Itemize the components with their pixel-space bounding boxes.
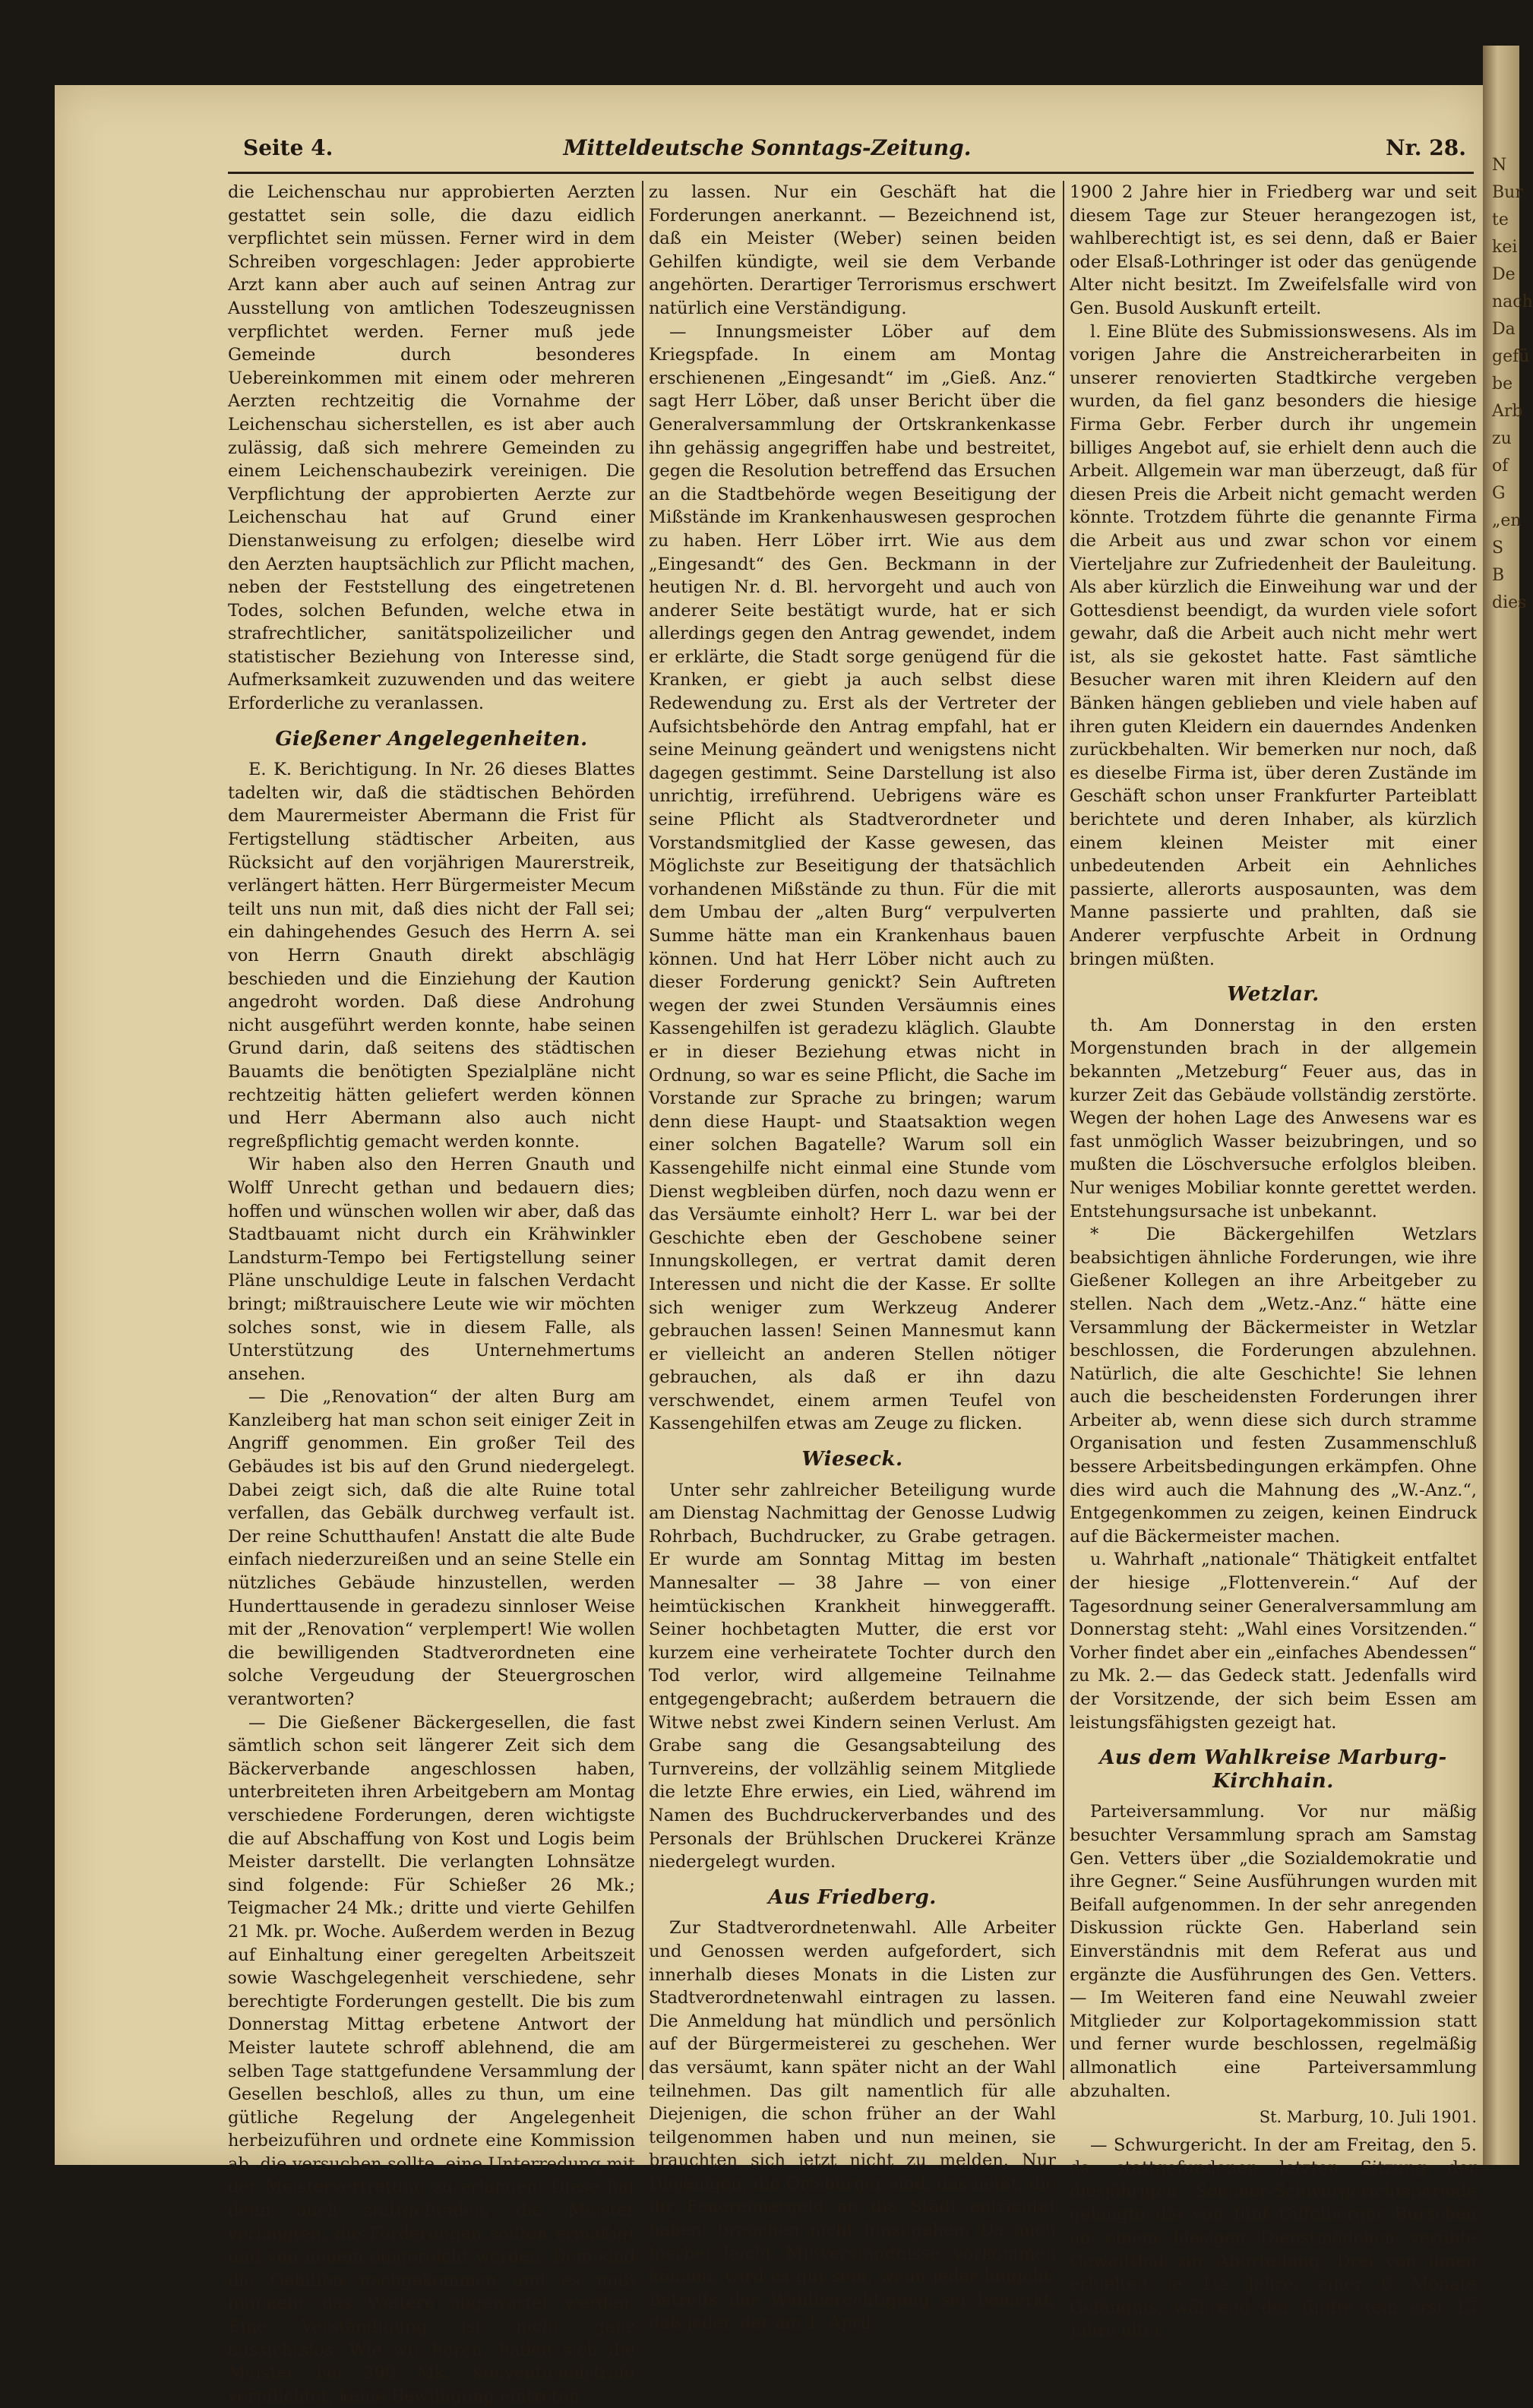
- column-divider: [642, 181, 643, 2080]
- section-heading: Aus dem Wahlkreise Marburg-Kirchhain.: [1099, 1746, 1447, 1793]
- section-heading: Wetzlar.: [1227, 983, 1320, 1006]
- article-paragraph: th. Am Donnerstag in den ersten Morgenstunden brach in der allgemein bekannten „Metzeburg“ Feuer aus, das in kurzer Zeit das Gebäude vollständig zerstörte. Wegen der hohen Lage des Anwesens war es fast unmöglich Wasser beizubringen, und so mußten die Löschversuche erfolglos bleiben. Nur weniges Mobiliar konnte gerettet werden. Entstehungsursache ist unbekannt.: [1070, 1015, 1477, 1221]
- column-divider: [1063, 181, 1064, 2080]
- article-paragraph: Parteiversammlung. Vor nur mäßig besuchter Versammlung sprach am Samstag Gen. Vetters über „die Sozialdemokratie und ihre Gegner.“ Seine Ausführungen wurden mit Beifall aufgenommen. In der sehr anregenden Diskussion rückte Gen. Haberland sein Einverständnis mit dem Referat aus und ergänzte die Ausführungen des Gen. Vetters. — Im Weiteren fand eine Neuwahl zweier Mitglieder zur Kolportagekommission statt und ferner wurde beschlossen, regelmäßig allmonatlich eine Parteiversammlung abzuhalten.: [1070, 1802, 1477, 2101]
- section-heading: Gießener Angelegenheiten.: [275, 727, 588, 751]
- section-heading: Wieseck.: [801, 1448, 903, 1471]
- section-heading: Aus Friedberg.: [768, 1885, 937, 1909]
- article-paragraph: zu lassen. Nur ein Geschäft hat die Forderungen anerkannt. — Bezeichnend ist, daß ein Meister (Weber) seinen beiden Gehilfen kündigte, weil sie dem Verbande angehörten. Derartiger Terrorismus erschwert natürlich eine Verständigung.: [649, 182, 1056, 318]
- column-3: [1070, 181, 1477, 2341]
- issue-number: Nr. 28.: [1386, 135, 1466, 160]
- article-paragraph: Wir haben also den Herren Gnauth und Wolff Unrecht gethan und bedauern dies; hoffen und wünschen wollen wir aber, daß das Stadtbauamt nicht durch ein Krähwinkler Landsturm-Tempo bei Fertigstellung seiner Pläne unschuldige Leute in falschen Verdacht bringt; mißtrauischere Leute wie wir möchten solches sonst, wie in diesem Falle, als Unterstützung des Unternehmertums ansehen.: [228, 1155, 635, 1384]
- article-paragraph: * Die Bäckergehilfen Wetzlars beabsichtigen ähnliche Forderungen, wie ihre Gießener Kollegen an ihre Arbeitgeber zu stellen. Nach dem „Wetz.-Anz.“ hätte eine Versammlung der Bäckermeister in Wetzlar beschlossen, die Forderungen abzulehnen. Natürlich, die alte Geschichte! Sie lehnen auch die bescheidensten Forderungen ihrer Arbeiter ab, wenn diese sich durch stramme Organisation und festen Zusammenschluß bessere Arbeitsbedingungen erkämpfen. Ohne dies wird auch die Mahnung des „W.-Anz.“, Entgegenkommen zu zeigen, keinen Eindruck auf die Bäckermeister machen.: [1070, 1225, 1477, 1547]
- column-1: [228, 181, 635, 2406]
- column-2: [649, 181, 1056, 2334]
- dateline-signature: St. Marburg, 10. Juli 1901.: [1259, 2108, 1477, 2127]
- header-rule: [228, 172, 1474, 174]
- page-header: [68, 135, 1466, 169]
- article-paragraph: — Schwurgericht. In der am Freitag, den 5. ds. stattgefundenen letzten Sitzung der diesjährigen Sommer-Schwurgerichtsperiode gelangte die von fünf Giffelberger Burschen an einem hiesigen Dienstmädchen verübte Gewaltthat zur Aburteilung. Drei von ihnen erhielten je 1½ Jahre, einer 6 Monate Gefängnis, während der fünfte (ein erst 15 Jahre alter: [1070, 2135, 1477, 2341]
- article-paragraph: l. Eine Blüte des Submissionswesens. Als im vorigen Jahre die Anstreicherarbeiten in unserer renovierten Stadtkirche vergeben wurden, da fiel ganz besonders die hiesige Firma Gebr. Ferber durch ihr ungemein billiges Angebot auf, sie erhielt denn auch die Arbeit. Allgemein war man überzeugt, daß für diesen Preis die Arbeit nicht gemacht werden könnte. Trotzdem führte die genannte Firma die Arbeit aus und zwar schon vor einem Vierteljahre zur Zufriedenheit der Bauleitung. Als aber kürzlich die Einweihung war und der Gottesdienst beendigt, da wurden viele sofort gewahr, daß die Arbeit auch nicht mehr wert ist, als sie gekostet hatte. Fast sämtliche Besucher waren mit ihren Kleidern auf den Bänken hängen geblieben und viele haben auf ihren guten Kleidern ein dauerndes Andenken zurückbehalten. Wir bemerken nur noch, daß es dieselbe Firma ist, über deren Zustände im Geschäft schon unser Frankfurter Parteiblatt berichtete und deren Inhaber, als kürzlich einem kleinen Meister mit einer unbedeutenden Arbeit ein Aehnliches passierte, allerorts ausposaunten, was dem Manne passierte und prahlten, daß sie Anderer verpfuschte Arbeit in Ordnung bringen müßten.: [1070, 321, 1477, 969]
- page-number: Seite 4.: [243, 135, 333, 160]
- article-paragraph: 1900 2 Jahre hier in Friedberg war und seit diesem Tage zur Steuer herangezogen ist, wahlberechtigt ist, es sei denn, daß er Baier oder Elsaß-Lothringer ist oder das genügende Alter nicht besitzt. Im Zweifelsfalle wird von Gen. Busold Auskunft erteilt.: [1070, 182, 1477, 318]
- article-paragraph: — Innungsmeister Löber auf dem Kriegspfade. In einem am Montag erschienenen „Eingesandt“ im „Gieß. Anz.“ sagt Herr Löber, daß unser Bericht über die Generalversammlung der Ortskrankenkasse ihn gehässig angegriffen habe und bestreitet, gegen die Resolution betreffend das Ersuchen an die Stadtbehörde wegen Beseitigung der Mißstände im Krankenhauswesen gesprochen zu haben. Herr Löber irrt. Wie aus dem „Eingesandt“ des Gen. Beckmann in der heutigen Nr. d. Bl. hervorgeht und auch von anderer Seite bestätigt wurde, hat er sich allerdings gegen den Antrag gewendet, indem er erklärte, die Stadt sorge genügend für die Kranken, er giebt ja auch selbst diese Redewendung zu. Erst als der Vertreter der Aufsichtsbehörde den Antrag empfahl, hat er seine Meinung geändert und wenigstens nicht dagegen gestimmt. Seine Darstellung ist also unrichtig, irreführend. Uebrigens wäre es seine Pflicht als Stadtverordneter und Vorstandsmitglied der Kasse gewesen, das Möglichste zur Beseitigung der thatsächlich vorhandenen Mißstände zu thun. Für die mit dem Umbau der „alten Burg“ verpulverten Summe hätte man ein Krankenhaus bauen können. Und hat Herr Löber nicht auch zu dieser Forderung genickt? Sein Auftreten wegen der zwei Stunden Versäumnis eines Kassengehilfen ist geradezu kläglich. Glaubte er in dieser Beziehung etwas nicht in Ordnung, so war es seine Pflicht, die Sache im Vorstande zur Sprache zu bringen; warum denn diese Haupt- und Staatsaktion wegen einer solchen Bagatelle? Warum soll ein Kassengehilfe nicht einmal eine Stunde vom Dienst wegbleiben dürfen, noch dazu wenn er das Versäumte einholt? Herr L. war bei der Geschichte eben der Geschobene seiner Innungskollegen, er vertrat damit deren Interessen und nicht die der Kasse. Er sollte sich weniger zum Werkzeug Anderer gebrauchen lassen! Seinen Mannesmut kann er vielleicht an anderen Stellen nötiger gebrauchen, als daß er ihn dazu verschwendet, einem armen Teufel von Kassengehilfen etwas am Zeuge zu flicken.: [649, 321, 1056, 1434]
- article-paragraph: Unter sehr zahlreicher Beteiligung wurde am Dienstag Nachmittag der Genosse Ludwig Rohrbach, Buchdrucker, zu Grabe getragen. Er wurde am Sonntag Mittag im besten Mannesalter — 38 Jahre — von einer heimtückischen Krankheit hinweggerafft. Seiner hochbetagten Mutter, die erst vor kurzem eine verheiratete Tochter durch den Tod verlor, wird allgemeine Teilnahme entgegengebracht; außerdem betrauern die Witwe nebst zwei Kindern seinen Verlust. Am Grabe sang die Gesangsabteilung des Turnvereins, der vollzählig seinem Mitgliede die letzte Ehre erwies, ein Lied, während im Namen des Buchdruckerverbandes und des Personals der Brühlschen Druckerei Kränze niedergelegt wurden.: [649, 1480, 1056, 1872]
- adjacent-page-fragment: N Bur te kei De nach Da gefü be Arb zu of G „en S B dies: [1492, 156, 1533, 612]
- article-paragraph: u. Wahrhaft „nationale“ Thätigkeit entfaltet der hiesige „Flottenverein.“ Auf der Tagesordnung seiner Generalversammlung am Donnerstag steht: „Wahl eines Vorsitzenden.“ Vorher findet aber ein „einfaches Abendessen“ zu Mk. 2.— das Gedeck statt. Jedenfalls wird der Vorsitzende, der sich beim Essen am leistungsfähigsten gezeigt hat.: [1070, 1550, 1477, 1733]
- newspaper-title: Mitteldeutsche Sonntags-Zeitung.: [563, 135, 972, 160]
- article-paragraph: — Die „Renovation“ der alten Burg am Kanzleiberg hat man schon seit einiger Zeit in Angriff genommen. Ein großer Teil des Gebäudes ist bis auf den Grund niedergelegt. Dabei zeigt sich, daß die alte Ruine total verfallen, das Gebälk durchweg verfault ist. Der reine Schutthaufen! Anstatt die alte Bude einfach niederzureißen und an seine Stelle ein nützliches Gebäude hinzustellen, werden Hunderttausende in geradezu sinnloser Weise mit der „Renovation“ verplempert! Wie wollen die bewilligenden Stadtverordneten eine solche Vergeudung der Steuergroschen verantworten?: [228, 1387, 635, 1709]
- article-paragraph: — Die Gießener Bäckergesellen, die fast sämtlich schon seit längerer Zeit sich dem Bäckerverbande angeschlossen haben, unterbreiteten ihren Arbeitgebern am Montag verschiedene Forderungen, deren wichtigste die auf Abschaffung von Kost und Logis beim Meister darstellt. Die verlangten Lohnsätze sind folgende: Für Schießer 26 Mk.; Teigmacher 24 Mk.; dritte und vierte Gehilfen 21 Mk. pr. Woche. Außerdem werden in Bezug auf Einhaltung einer geregelten Arbeitszeit sowie Waschgelegenheit verschiedene, sehr berechtigte Forderungen gestellt. Die bis zum Donnerstag Mittag erbetene Antwort der Meister lautete schroff ablehnend, die am selben Tage stattgefundene Versammlung der Gesellen beschloß, alles zu thun, um eine gütliche Regelung der Angelegenheit herbeizuführen und ordnete eine Kommission ab, die versuchen sollte, eine Unterredung mit der Meistervertretung zu erlangen. Diese hat denn auch stattgefunden; die Meister verlangten, die Forderungen sollten ermäßigt und von neuem eingereicht werden. Dem sind die Gehilfen nachgekommen und es muß nunmehr das Weitere abgewartet werden. Eine Verständigung ist nicht ganz aussichtslos. Wie wir hören, haben sich die Meister bei 300 Mk. Konventionalstrafe verpflichtet, keine Bewilligung eintreten: [228, 1712, 635, 2406]
- adjacent-page-edge: [1483, 46, 1533, 2165]
- article-paragraph: E. K. Berichtigung. In Nr. 26 dieses Blattes tadelten wir, daß die städtischen Behörden dem Maurermeister Abermann die Frist für Fertigstellung städtischer Arbeiten, aus Rücksicht auf den vorjährigen Maurerstreik, verlängert hätten. Herr Bürgermeister Mecum teilt uns nun mit, daß dies nicht der Fall sei; ein dahingehendes Gesuch des Herrn A. sei von Herrn Gnauth direkt abschlägig beschieden und die Einziehung der Kaution angedroht worden. Daß diese Androhung nicht ausgeführt werden konnte, habe seinen Grund darin, daß seitens des städtischen Bauamts die benötigten Spezialpläne nicht rechtzeitig hätten geliefert werden können und Herr Abermann also auch nicht regreßpflichtig gemacht werden konnte.: [228, 760, 635, 1152]
- article-paragraph: Zur Stadtverordnetenwahl. Alle Arbeiter und Genossen werden aufgefordert, sich innerhalb dieses Monats in die Listen zur Stadtverordnetenwahl eintragen zu lassen. Die Anmeldung hat mündlich und persönlich auf der Bürgermeisterei zu geschehen. Wer das versäumt, kann später nicht an der Wahl teilnehmen. Das gilt namentlich für alle Diejenigen, die schon früher an der Wahl teilgenommen haben und nun meinen, sie brauchten sich jetzt nicht zu melden. Nur Diejenigen, die Ortsbürger sind, das heißt, die ihr Feuereimergeld an die Stadt entrichtet haben, brauchen nicht hinzugehen. Da auch hierbei leicht Mißverständnisse vorkommen können, wird es gut sein, wenn jeder hingeht. Betreffs der Wahlberechtigung sei bemerkt, daß jeder, der am 1. April: [649, 1918, 1056, 2334]
- article-paragraph: die Leichenschau nur approbierten Aerzten gestattet sein solle, die dazu eidlich verpflichtet sein müssen. Ferner wird in dem Schreiben vorgeschlagen: Jeder approbierte Arzt kann aber auch auf seinen Antrag zur Ausstellung von amtlichen Todeszeugnissen verpflichtet werden. Ferner muß jede Gemeinde durch besonderes Uebereinkommen mit einem oder mehreren Aerzten rechtzeitig die Vornahme der Leichenschau sicherstellen, es ist aber auch zulässig, daß sich mehrere Gemeinden zu einem Leichenschaubezirk vereinigen. Die Verpflichtung der approbierten Aerzte zur Leichenschau hat auf Grund einer Dienstanweisung zu erfolgen; dieselbe wird den Aerzten hauptsächlich zur Pflicht machen, neben der Feststellung des eingetretenen Todes, solchen Befunden, welche etwa in strafrechtlicher, sanitätspolizeilicher und statistischer Beziehung von Interesse sind, Aufmerksamkeit zuzuwenden und das weitere Erforderliche zu veranlassen.: [228, 182, 635, 714]
